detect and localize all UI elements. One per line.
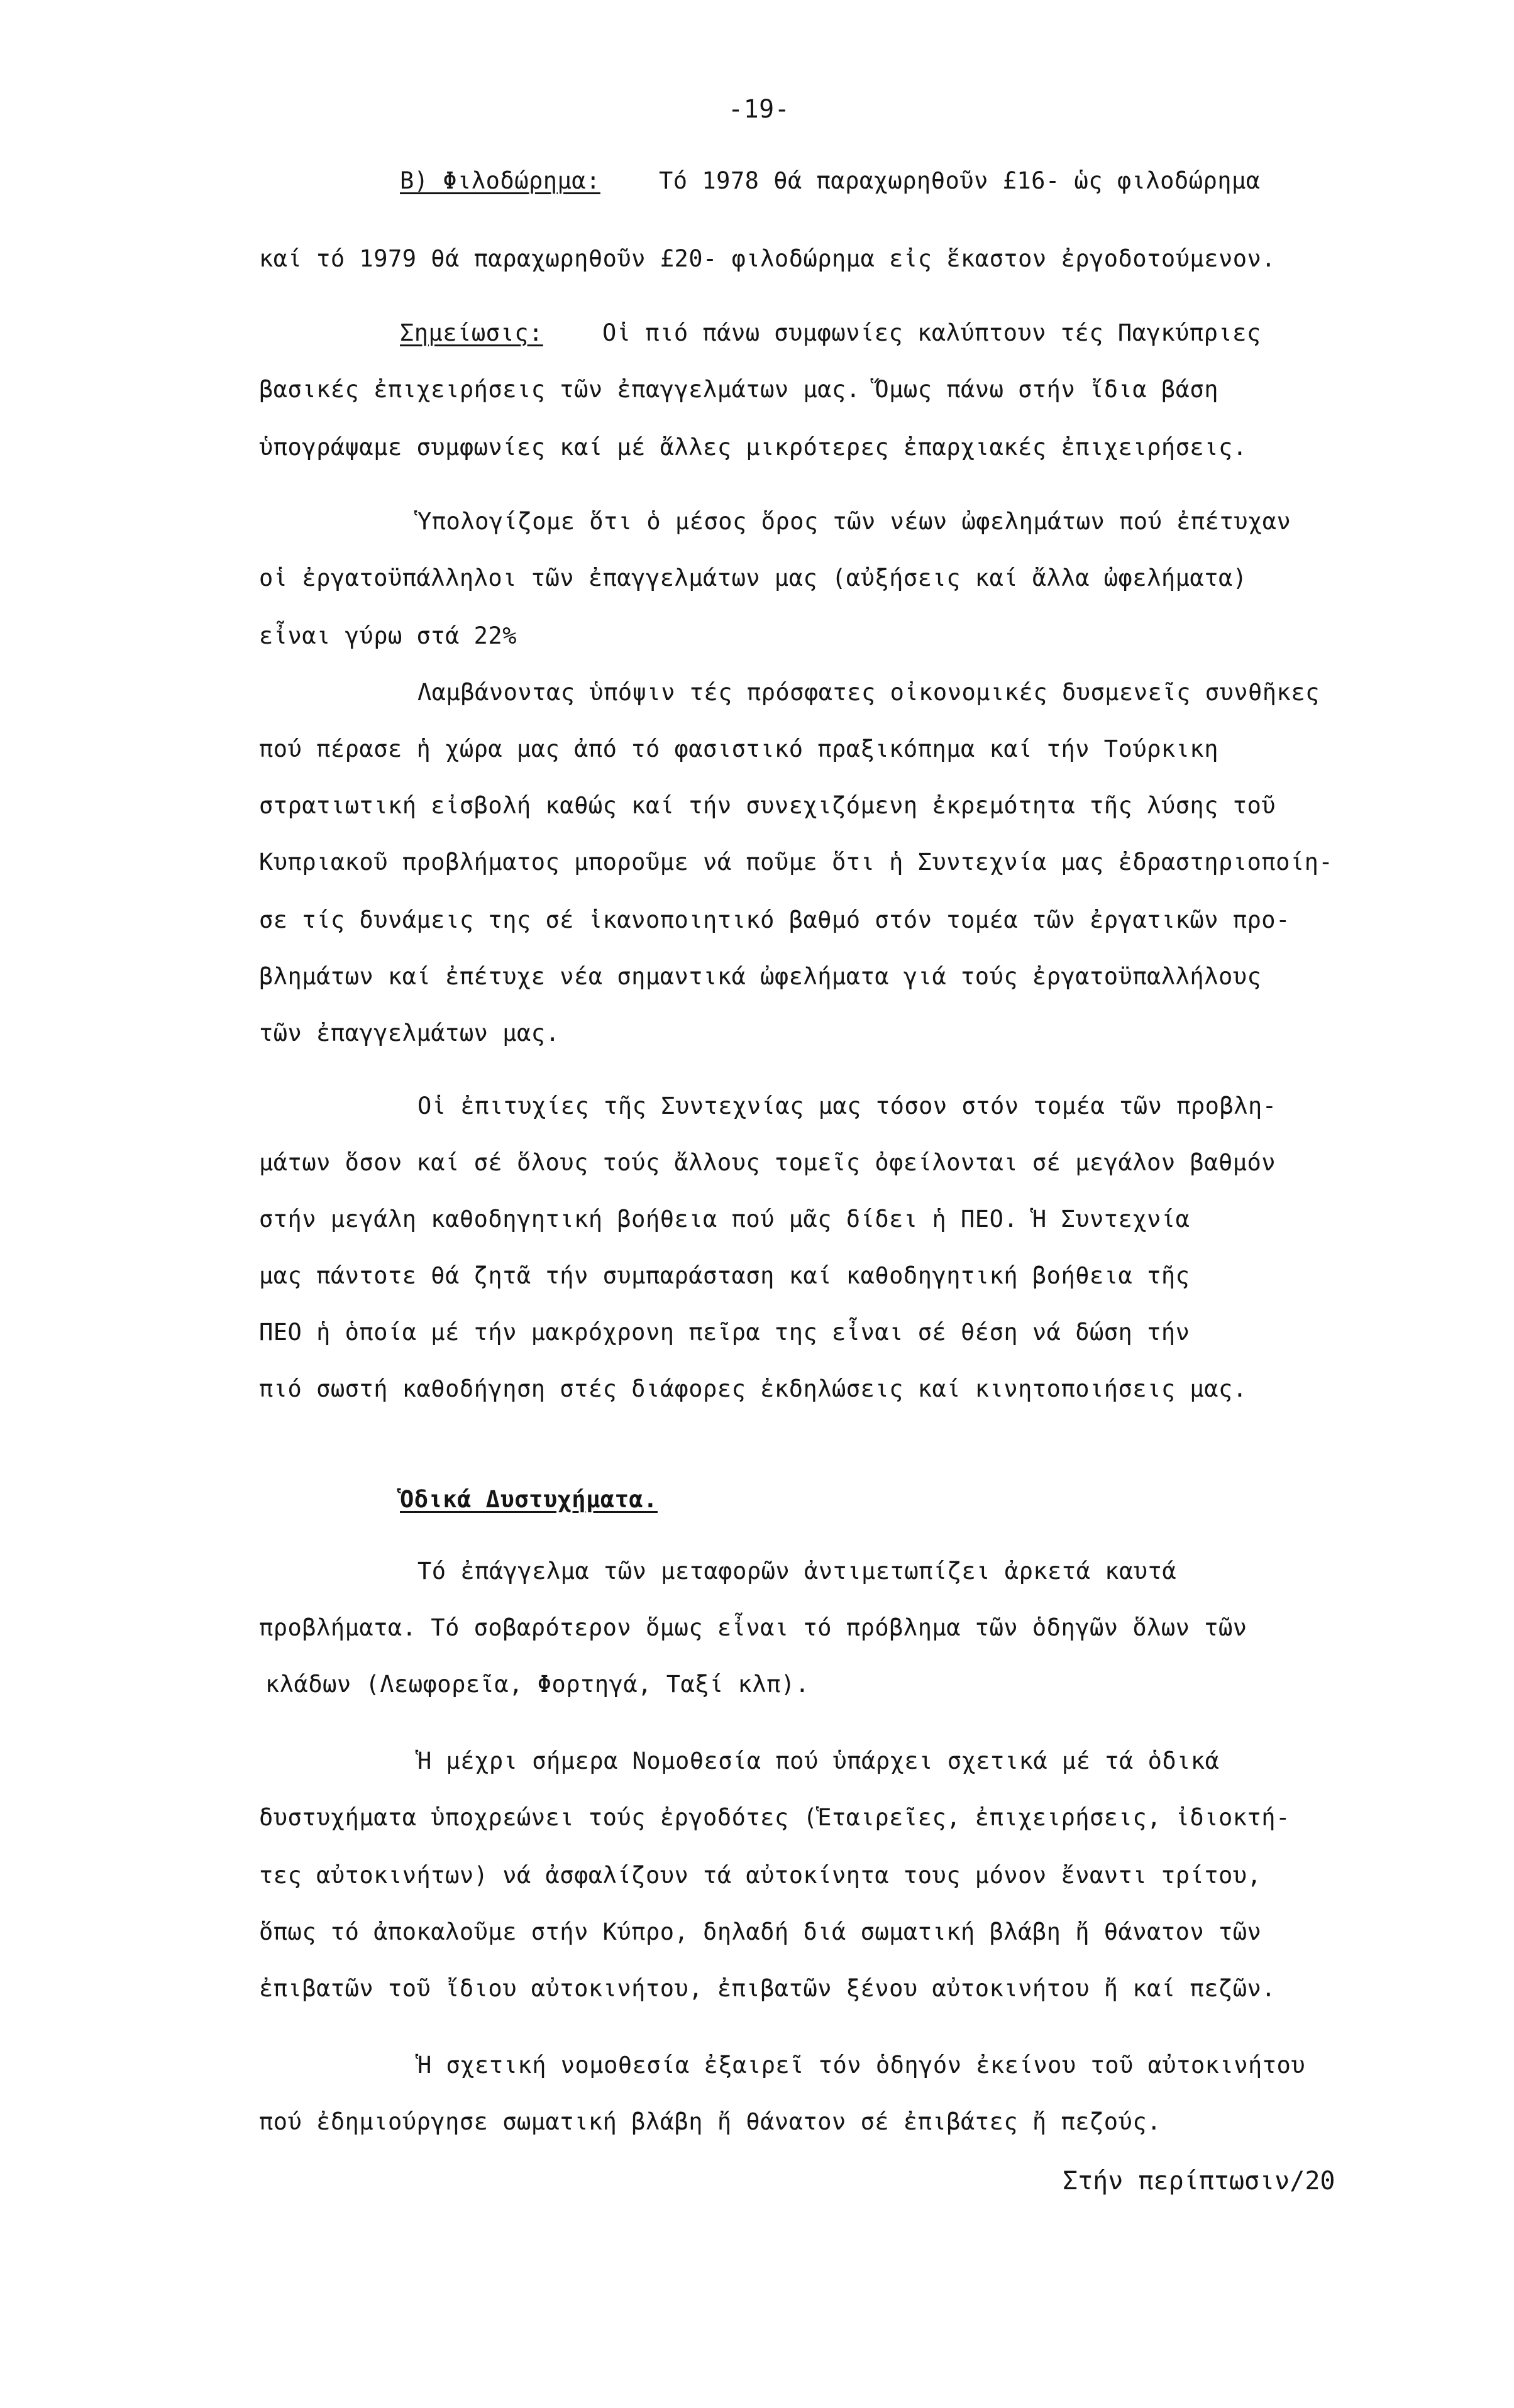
note-line-3: ὑπογράψαμε συμφωνίες καί μέ ἄλλες μικρότερες ἐπαρχιακές ἐπιχειρήσεις.	[259, 434, 1247, 461]
paragraph-2-line-2: πού πέρασε ἡ χώρα μας ἀπό τό φασιστικό πραξικόπημα καί τήν Τούρκικη	[259, 735, 1218, 762]
section-b-line-2: καί τό 1979 θά παραχωρηθοῦν £20- φιλοδώρημα εἰς ἕκαστον ἐργοδοτούμενον.	[259, 245, 1276, 272]
paragraph-3-line-5: ΠΕΟ ἡ ὁποία μέ τήν μακρόχρονη πεῖρα της εἶναι σέ θέση νά δώση τήν	[259, 1319, 1190, 1346]
note-line-2: βασικές ἐπιχειρήσεις τῶν ἐπαγγελμάτων μας. Ὅμως πάνω στήν ἴδια βάση	[259, 376, 1218, 403]
paragraph-4-line-3: κλάδων (Λεωφορεῖα, Φορτηγά, Ταξί κλπ).	[265, 1671, 810, 1698]
section-b-label: Β) Φιλοδώρημα:	[400, 167, 600, 194]
paragraph-5-line-4: ὅπως τό ἀποκαλοῦμε στήν Κύπρο, δηλαδή διά σωματική βλάβη ἤ θάνατον τῶν	[259, 1918, 1262, 1945]
paragraph-3-line-4: μας πάντοτε θά ζητᾶ τήν συμπαράσταση καί καθοδηγητική βοήθεια τῆς	[259, 1262, 1190, 1289]
note-label: Σημείωσις:	[400, 319, 543, 346]
paragraph-2-line-1: Λαμβάνοντας ὑπόψιν τές πρόσφατες οἰκονομικές δυσμενεῖς συνθῆκες	[417, 679, 1320, 706]
paragraph-3-line-6: πιό σωστή καθοδήγηση στές διάφορες ἐκδηλώσεις καί κινητοποιήσεις μας.	[259, 1375, 1247, 1402]
paragraph-3-line-1: Οἱ ἐπιτυχίες τῆς Συντεχνίας μας τόσον στόν τομέα τῶν προβλη-	[417, 1092, 1277, 1119]
paragraph-2-line-7: τῶν ἐπαγγελμάτων μας.	[259, 1020, 560, 1047]
paragraph-5-line-3: τες αὐτοκινήτων) νά ἀσφαλίζουν τά αὐτοκίνητα τους μόνον ἔναντι τρίτου,	[259, 1862, 1262, 1889]
paragraph-6-line-2: πού ἐδημιούργησε σωματική βλάβη ἤ θάνατον σέ ἐπιβάτες ἤ πεζούς.	[259, 2108, 1161, 2135]
paragraph-2-line-3: στρατιωτική εἰσβολή καθώς καί τήν συνεχιζόμενη ἐκρεμότητα τῆς λύσης τοῦ	[259, 792, 1276, 819]
paragraph-1-line-3: εἶναι γύρω στά 22%	[259, 622, 517, 649]
continuation-note: Στήν περίπτωσιν/20	[1063, 2167, 1335, 2196]
heading-road-accidents: Ὁδικά Δυστυχήματα.	[400, 1486, 658, 1513]
paragraph-4-line-1: Τό ἐπάγγελμα τῶν μεταφορῶν ἀντιμετωπίζει ἀρκετά καυτά	[417, 1558, 1177, 1585]
paragraph-5-line-5: ἐπιβατῶν τοῦ ἴδιου αὐτοκινήτου, ἐπιβατῶν ξένου αὐτοκινήτου ἤ καί πεζῶν.	[259, 1975, 1276, 2002]
paragraph-2-line-4: Κυπριακοῦ προβλήματος μποροῦμε νά ποῦμε ὅτι ἡ Συντεχνία μας ἐδραστηριοποίη-	[259, 849, 1334, 876]
page-number: -19-	[728, 95, 790, 124]
paragraph-5-line-2: δυστυχήματα ὑποχρεώνει τούς ἐργοδότες (Ἑταιρεῖες, ἐπιχειρήσεις, ἰδιοκτή-	[259, 1804, 1290, 1831]
note-line-1: Οἱ πιό πάνω συμφωνίες καλύπτουν τές Παγκύπριες	[602, 319, 1261, 346]
section-b-line-1: Τό 1978 θά παραχωρηθοῦν £16- ὡς φιλοδώρημα	[659, 167, 1261, 194]
paragraph-6-line-1: Ἡ σχετική νομοθεσία ἐξαιρεῖ τόν ὁδηγόν ἐκείνου τοῦ αὐτοκινήτου	[417, 2052, 1306, 2079]
paragraph-4-line-2: προβλήματα. Τό σοβαρότερον ὅμως εἶναι τό πρόβλημα τῶν ὁδηγῶν ὅλων τῶν	[259, 1614, 1247, 1641]
paragraph-2-line-5: σε τίς δυνάμεις της σέ ἱκανοποιητικό βαθμό στόν τομέα τῶν ἐργατικῶν προ-	[259, 906, 1290, 933]
paragraph-5-line-1: Ἡ μέχρι σήμερα Νομοθεσία πού ὑπάρχει σχετικά μέ τά ὁδικά	[417, 1747, 1220, 1774]
paragraph-3-line-3: στήν μεγάλη καθοδηγητική βοήθεια πού μᾶς δίδει ἡ ΠΕΟ. Ἡ Συντεχνία	[259, 1206, 1190, 1233]
paragraph-2-line-6: βλημάτων καί ἐπέτυχε νέα σημαντικά ὠφελήματα γιά τούς ἐργατοϋπαλλήλους	[259, 963, 1262, 990]
paragraph-1-line-1: Ὑπολογίζομε ὅτι ὁ μέσος ὅρος τῶν νέων ὠφελημάτων πού ἐπέτυχαν	[417, 508, 1291, 535]
paragraph-1-line-2: οἱ ἐργατοϋπάλληλοι τῶν ἐπαγγελμάτων μας (αὐξήσεις καί ἄλλα ὠφελήματα)	[259, 564, 1247, 591]
paragraph-3-line-2: μάτων ὅσον καί σέ ὅλους τούς ἄλλους τομεῖς ὀφείλονται σέ μεγάλον βαθμόν	[259, 1149, 1276, 1176]
